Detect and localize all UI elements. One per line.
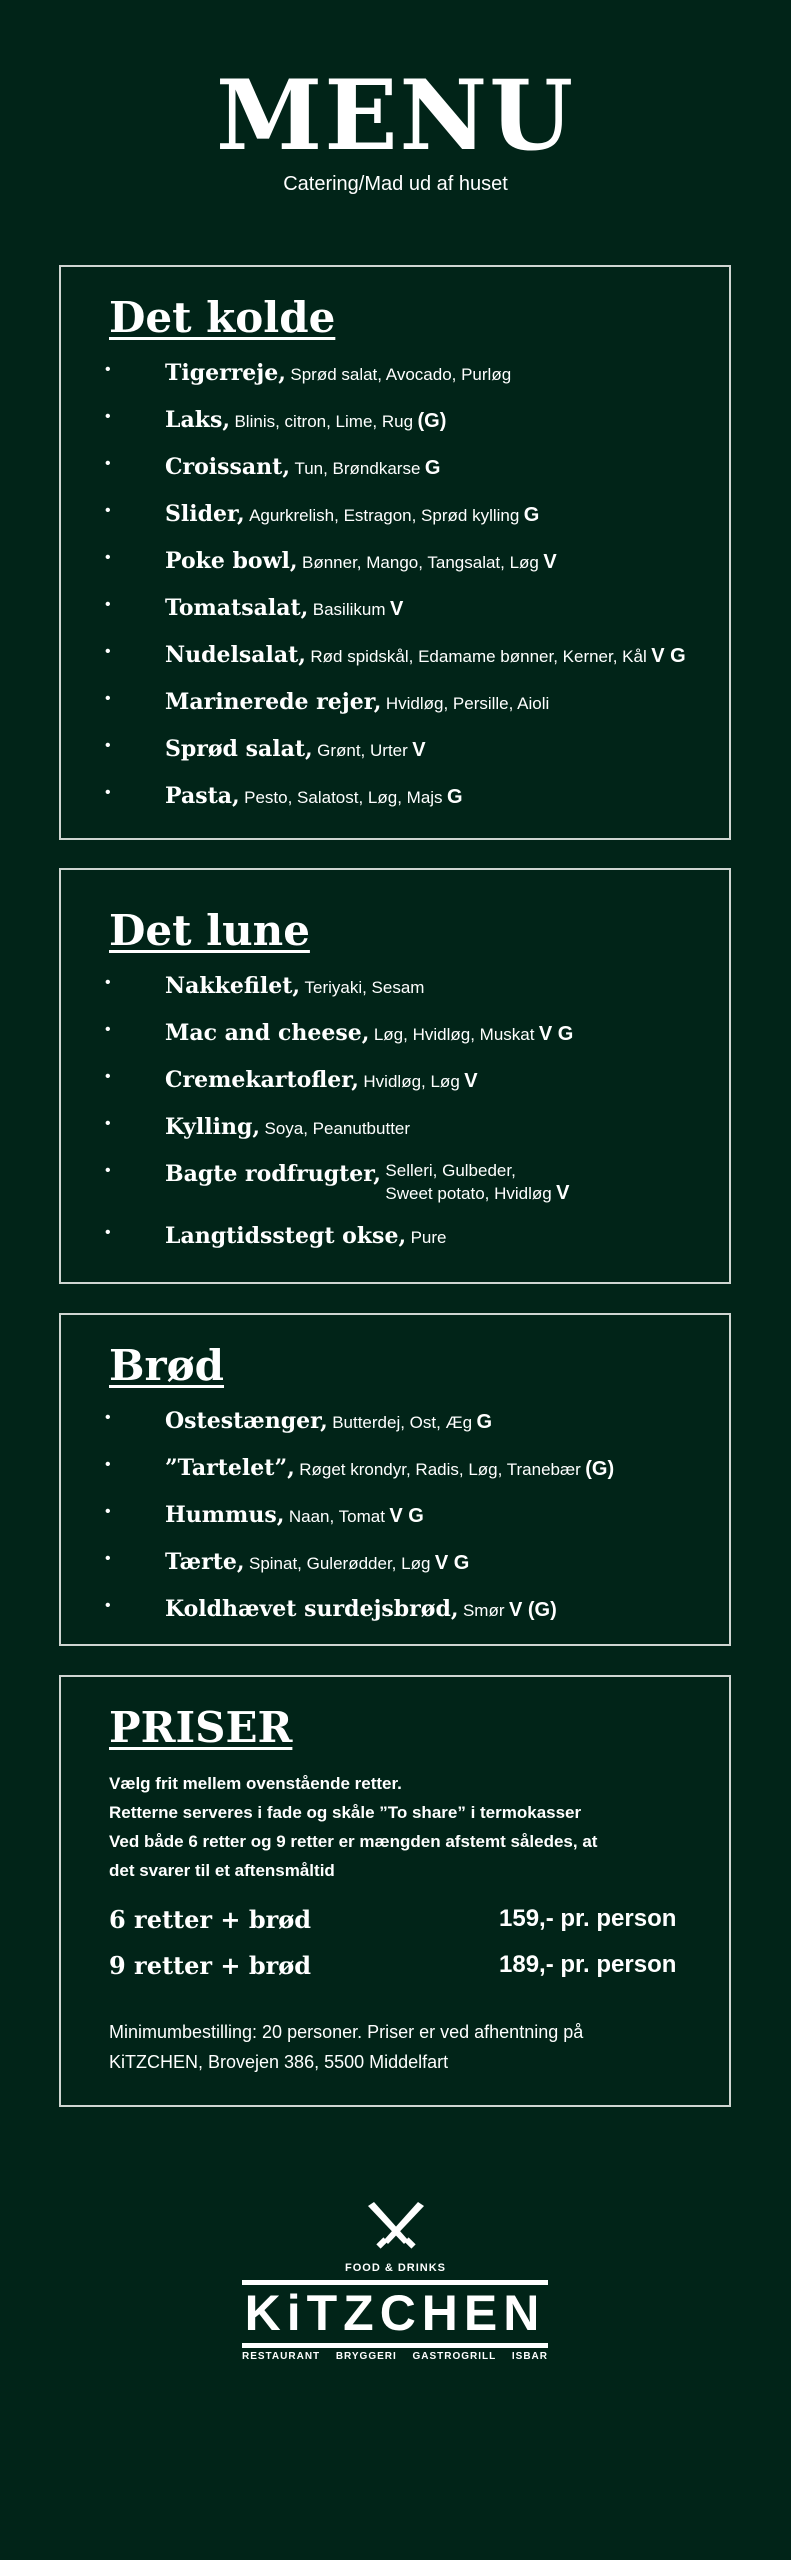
price-value: 159,- pr. person xyxy=(499,1905,677,1932)
logo-sub-item: RESTAURANT xyxy=(242,2351,321,2362)
priser-line: det svarer til et aftensmåltid xyxy=(109,1861,335,1880)
diet-tag: V G xyxy=(651,645,686,667)
dish-description: Røget krondyr, Radis, Løg, Tranebær xyxy=(299,1460,581,1479)
logo-tagline: FOOD & DRINKS xyxy=(345,2262,446,2274)
dish-name: Mac and cheese, xyxy=(165,1020,370,1046)
section-heading: Brød xyxy=(109,1341,225,1390)
diet-tag: (G) xyxy=(585,1458,615,1480)
dish-name: Nakkefilet, xyxy=(165,973,301,999)
note-line: Minimumbestilling: 20 personer. Priser er ved afhentning på xyxy=(109,2022,584,2042)
list-item xyxy=(105,972,719,1002)
dish-list xyxy=(105,1407,719,1625)
dish-name: Hummus, xyxy=(165,1502,285,1528)
list-item xyxy=(105,1548,719,1578)
dish-name: Laks, xyxy=(165,407,231,433)
list-item xyxy=(105,1019,719,1049)
priser-line: Vælg frit mellem ovenstående retter. xyxy=(109,1774,402,1793)
logo-sub-item: ISBAR xyxy=(511,2351,548,2362)
dish-name: Nudelsalat, xyxy=(165,642,306,668)
dish-name: ”Tartelet”, xyxy=(165,1455,295,1481)
dish-description: Hvidløg, Løg xyxy=(363,1072,460,1091)
price-row-9 xyxy=(109,1951,699,1985)
diet-tag: G xyxy=(447,786,463,808)
price-label: 9 retter + brød xyxy=(109,1951,312,1980)
dish-description: Butterdej, Ost, Æg xyxy=(332,1413,473,1432)
dish-name: Croissant, xyxy=(165,454,290,480)
diet-tag: V G xyxy=(538,1023,574,1045)
logo-sub-item: GASTROGRILL xyxy=(412,2351,497,2362)
list-item xyxy=(105,453,719,483)
list-item xyxy=(105,782,719,812)
priser-line: Retterne serveres i fade og skåle ”To share” i termokasser xyxy=(109,1803,582,1822)
dish-description: Agurkrelish, Estragon, Sprød kylling xyxy=(249,506,520,525)
list-item xyxy=(105,594,719,624)
price-row-6 xyxy=(109,1905,699,1939)
list-item xyxy=(105,1454,719,1484)
list-item xyxy=(105,359,719,389)
dish-name: Cremekartofler, xyxy=(165,1067,359,1093)
price-label: 6 retter + brød xyxy=(109,1905,312,1934)
dish-description: Pure xyxy=(410,1228,447,1247)
diet-tag: V xyxy=(389,598,404,620)
dish-description: Bønner, Mango, Tangsalat, Løg xyxy=(302,553,539,572)
logo-bottom-bar xyxy=(242,2343,548,2348)
logo-brand: KiTZCHEN xyxy=(244,2285,546,2341)
dish-name: Tomatsalat, xyxy=(165,595,309,621)
list-item xyxy=(105,641,719,671)
dish-description: Hvidløg, Persille, Aioli xyxy=(385,694,550,713)
dish-description: Naan, Tomat xyxy=(288,1507,385,1526)
dish-name: Ostestænger, xyxy=(165,1408,328,1434)
diet-tag: G xyxy=(424,457,441,479)
section-det-lune xyxy=(59,868,731,1284)
dish-description: Soya, Peanutbutter xyxy=(264,1119,411,1138)
diet-tag: G xyxy=(523,504,540,526)
section-heading: PRISER xyxy=(109,1703,293,1752)
list-item xyxy=(105,735,719,765)
list-item xyxy=(105,1501,719,1531)
dish-name: Poke bowl, xyxy=(165,548,298,574)
priser-description xyxy=(109,1769,699,1885)
page-title: MENU xyxy=(216,59,575,172)
list-item xyxy=(105,1595,719,1625)
dish-name: Pasta, xyxy=(165,783,240,809)
dish-description: Teriyaki, Sesam xyxy=(304,978,425,997)
dish-description: Smør xyxy=(462,1601,505,1620)
list-item xyxy=(105,1066,719,1096)
dish-name: Sprød salat, xyxy=(165,736,313,762)
dish-list xyxy=(105,359,719,812)
dish-list xyxy=(105,972,719,1252)
section-priser xyxy=(59,1675,731,2107)
dish-name: Langtidsstegt okse, xyxy=(165,1223,407,1249)
dish-name: Tærte, xyxy=(165,1549,245,1575)
diet-tag: V xyxy=(543,551,557,573)
diet-tag: G xyxy=(476,1411,493,1433)
dish-name: Bagte rodfrugter, xyxy=(165,1161,381,1187)
diet-tag: V G xyxy=(434,1552,470,1574)
dish-description: Løg, Hvidløg, Muskat xyxy=(373,1025,535,1044)
dish-description: Spinat, Gulerødder, Løg xyxy=(248,1554,431,1573)
dish-name: Marinerede rejer, xyxy=(165,689,382,715)
list-item xyxy=(105,1407,719,1437)
dish-description: Sprød salat, Avocado, Purløg xyxy=(290,365,512,384)
diet-tag: V xyxy=(556,1182,570,1204)
logo-sub-item: BRYGGERI xyxy=(335,2351,397,2362)
list-item xyxy=(105,1113,719,1143)
dish-description: Grønt, Urter xyxy=(317,741,408,760)
dish-name: Tigerreje, xyxy=(165,360,286,386)
list-item xyxy=(105,406,719,436)
dish-description: Rød spidskål, Edamame bønner, Kerner, Kål xyxy=(310,647,647,666)
list-item xyxy=(105,1160,719,1205)
dish-name: Koldhævet surdejsbrød, xyxy=(165,1596,459,1622)
list-item xyxy=(105,547,719,577)
dish-description: Pesto, Salatost, Løg, Majs xyxy=(244,788,443,807)
section-det-kolde xyxy=(59,265,731,840)
page-subtitle: Catering/Mad ud af huset xyxy=(283,173,508,195)
diet-tag: V xyxy=(464,1070,478,1092)
section-heading: Det kolde xyxy=(109,293,336,342)
dish-description: Tun, Brøndkarse xyxy=(294,459,421,478)
logo-subline xyxy=(242,2351,548,2362)
diet-tag: (G) xyxy=(417,410,447,432)
dish-description: Basilikum xyxy=(312,600,386,619)
dish-description: Blinis, citron, Lime, Rug xyxy=(234,412,414,431)
dish-name: Kylling, xyxy=(165,1114,261,1140)
section-heading: Det lune xyxy=(109,906,310,955)
list-item xyxy=(105,1222,719,1252)
dish-description-block xyxy=(385,1160,569,1205)
price-value: 189,- pr. person xyxy=(499,1951,677,1978)
crossed-knives-icon xyxy=(366,2200,426,2258)
diet-tag: V (G) xyxy=(508,1599,557,1621)
section-brod xyxy=(59,1313,731,1646)
minimum-order-note xyxy=(109,2017,699,2077)
dish-description: Selleri, Gulbeder, xyxy=(385,1161,516,1180)
dish-description-cont: Sweet potato, Hvidløg xyxy=(385,1184,552,1203)
priser-line: Ved både 6 retter og 9 retter er mængden afstemt således, at xyxy=(109,1832,598,1851)
dish-name: Slider, xyxy=(165,501,245,527)
diet-tag: V xyxy=(412,739,426,761)
note-line: KiTZCHEN, Brovejen 386, 5500 Middelfart xyxy=(109,2052,449,2072)
list-item xyxy=(105,500,719,530)
diet-tag: V G xyxy=(389,1505,424,1527)
list-item xyxy=(105,688,719,718)
